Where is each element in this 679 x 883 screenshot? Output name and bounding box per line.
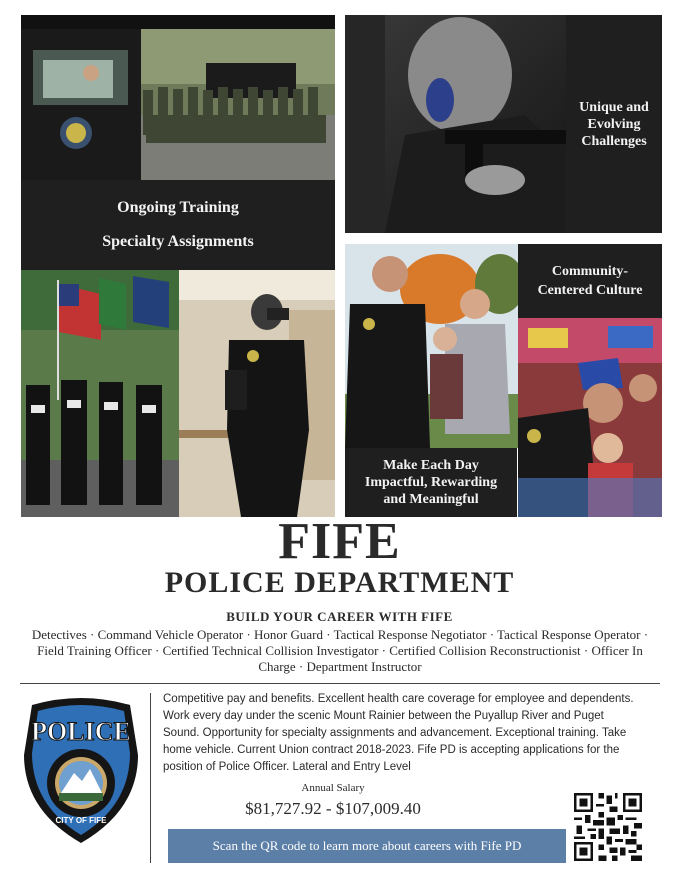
specialty-assignments-list: Detectives · Command Vehicle Operator · Honor Guard · Tactical Response Negotiator · Tactical Response Operator · Field Training Officer · Certified Technical Collision Investigator · Certified Collision Reconstructionist · Officer In Charge · Department Instructor [31,627,649,674]
benefits-description: Competitive pay and benefits. Excellent health care coverage for employee and dependents. Work every day under the scenic Mount Rainier between the Puyallup River and Puget Sound. Opportunity for specialty assignments and advancement. Exceptional training. Take home vehicle. Current Union contract 2018-2023. Fife PD is accepting applications for the position of Police Officer. Lateral and Entry Level [163,693,634,773]
qr-code-prompt: Scan the QR code to learn more about careers with Fife PD [168,829,566,863]
qr-code-image[interactable] [574,792,642,862]
caption-unique-line1: Unique and [579,99,649,115]
badge-ring-text: CITY OF FIFE [55,816,107,825]
vertical-divider [150,693,151,863]
caption-unique-line2: Evolving [587,116,641,132]
police-badge-logo [22,695,140,845]
caption-training-line1: Ongoing Training [117,199,239,216]
caption-community-line1: Community- [551,264,629,279]
photo-truck-and-team [21,15,335,180]
photo-firearms-training [345,15,566,233]
caption-meaningful-line3: and Meaningful [383,492,479,507]
caption-unique-line3: Challenges [581,133,647,149]
caption-community-line2: Centered Culture [537,283,643,298]
caption-ongoing-training [21,180,335,270]
photo-holiday-shopping [518,318,662,517]
salary-range: $81,727.92 - $107,009.40 [245,799,421,818]
salary-label: Annual Salary [301,782,365,794]
horizontal-divider [20,683,660,684]
caption-meaningful-days [345,448,517,517]
photo-community-high-five [345,244,518,448]
photo-vr-training [179,270,335,517]
badge-title-text: POLICE [31,717,131,746]
caption-training-line2: Specialty Assignments [102,233,254,250]
career-subtitle: BUILD YOUR CAREER WITH FIFE [226,609,453,624]
caption-unique-challenges [566,15,662,233]
page-title: FIFE [278,513,401,570]
department-title: POLICE DEPARTMENT [164,566,515,599]
caption-community-culture [518,244,662,318]
caption-meaningful-line1: Make Each Day [383,458,479,473]
photo-honor-guard [21,270,179,517]
caption-meaningful-line2: Impactful, Rewarding [364,475,498,490]
